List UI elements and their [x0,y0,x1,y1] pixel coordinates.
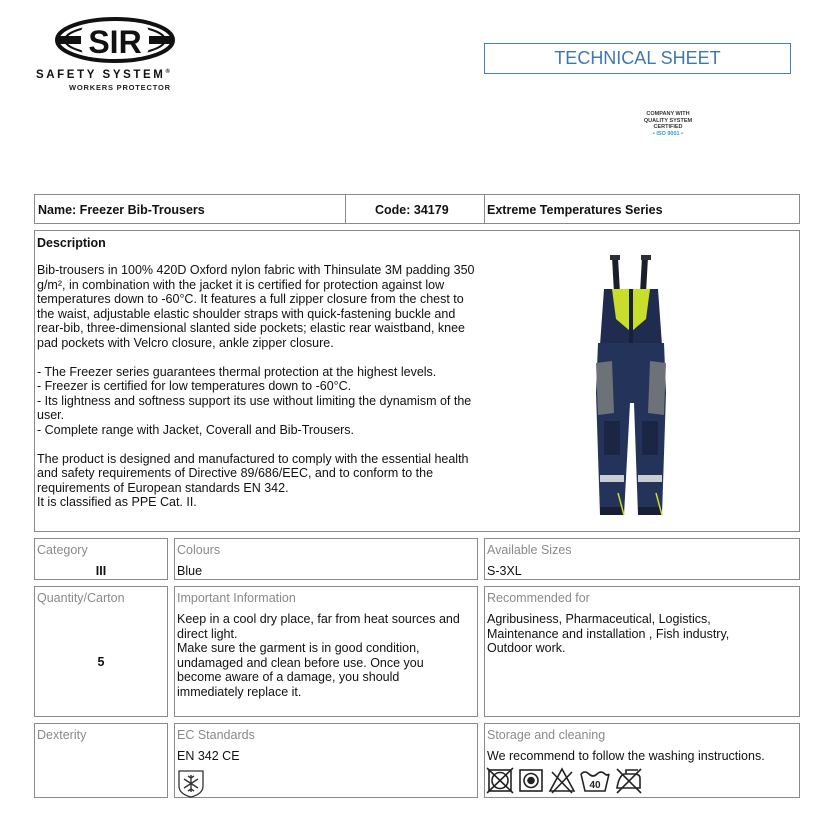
logo-text: SIR [88,24,142,60]
brand-name: SAFETY SYSTEM® [36,69,170,81]
quantity-label: Quantity/Carton [37,591,125,605]
important-info-cell [174,586,478,717]
wash-40-icon [579,766,611,794]
dexterity-cell [34,723,168,798]
no-iron-icon [614,766,644,794]
company-logo [35,14,205,94]
colours-cell [174,538,478,580]
product-series-cell [484,194,800,224]
recommended-cell [484,586,800,717]
description-paragraph: It is classified as PPE Cat. II. [37,495,197,509]
recommended-label: Recommended for [487,591,590,605]
no-tumble-dry-icon [486,766,514,794]
product-code-cell [345,194,485,224]
storage-cell [484,723,800,798]
category-cell [34,538,168,580]
wash-temperature: 40 [589,780,601,791]
important-info-label: Important Information [177,591,296,605]
dexterity-label: Dexterity [37,728,87,742]
description-heading: Description [37,236,106,250]
description-body [37,263,477,510]
description-bullet: - Complete range with Jacket, Coverall and Bib-Trousers. [37,422,355,437]
no-dry-clean-icon [517,766,545,794]
quantity-value: 5 [97,655,105,669]
quality-certificate-badge [628,111,708,137]
colours-value: Blue [177,564,203,578]
sizes-label: Available Sizes [487,543,572,557]
quantity-cell [34,586,168,717]
ec-standards-value: EN 342 CE [177,749,240,763]
important-info-text: Keep in a cool dry place, far from heat sources and direct light. Make sure the garment is in good condition, undamaged and clean before use. Once you become aware of a damage, you should immediately replace it. [177,612,460,699]
snowflake-icon [177,768,205,798]
category-label: Category [37,543,88,557]
product-name: Name: Freezer Bib-Trousers [38,203,205,217]
product-code: Code: 34179 [375,203,449,217]
storage-text: We recommend to follow the washing instructions. [487,749,765,763]
sizes-value: S-3XL [487,564,522,578]
brand-tagline: WORKERS PROTECTOR [69,83,171,92]
product-image [590,253,680,521]
sir-logo-emblem [35,14,205,66]
cert-line-2: QUALITY SYSTEM [643,117,693,124]
description-bullet: - Freezer is certified for low temperatures down to -60°C. [37,379,352,393]
care-icons [486,766,644,794]
storage-label: Storage and cleaning [487,728,606,742]
page-title: TECHNICAL SHEET [484,43,791,74]
cert-line-1: COMPANY WITH [646,111,690,117]
colours-label: Colours [177,543,221,557]
ec-standards-label: EC Standards [177,728,255,742]
no-bleach-icon [548,766,576,794]
product-series: Extreme Temperatures Series [487,203,663,217]
ec-standards-cell [174,723,478,798]
description-section [34,230,800,532]
recommended-text: Agribusiness, Pharmaceutical, Logistics, Maintenance and installation , Fish industry, Outdoor work. [487,612,730,655]
description-bullet: - Its lightness and softness support its use without limiting the dynamism of the user. [37,393,472,422]
description-paragraph: Bib-trousers in 100% 420D Oxford nylon fabric with Thinsulate 3M padding 350 g/m², in combination with the jacket it is certified for protection against low temperatures down to -60°C. It features a full zipper closure from the chest to the waist, adjustable elastic shoulder straps with quick-fastening buckle and rear-bib, three-dimensional slanted side pockets; elastic rear waistband, knee pad pockets with Velcro closure, ankle zipper closure. [37,263,475,350]
description-bullet: - The Freezer series guarantees thermal protection at the highest levels. [37,364,437,379]
category-value: III [95,564,107,578]
product-name-cell [34,194,346,224]
cert-line-4: • ISO 9001 • [652,130,684,137]
cert-line-3: CERTIFIED [653,124,683,130]
description-paragraph: The product is designed and manufactured to comply with the essential health and safety requirements of Directive 89/686/EEC, and to conform to the requirements of European standards EN 342. [37,451,469,495]
sizes-cell [484,538,800,580]
